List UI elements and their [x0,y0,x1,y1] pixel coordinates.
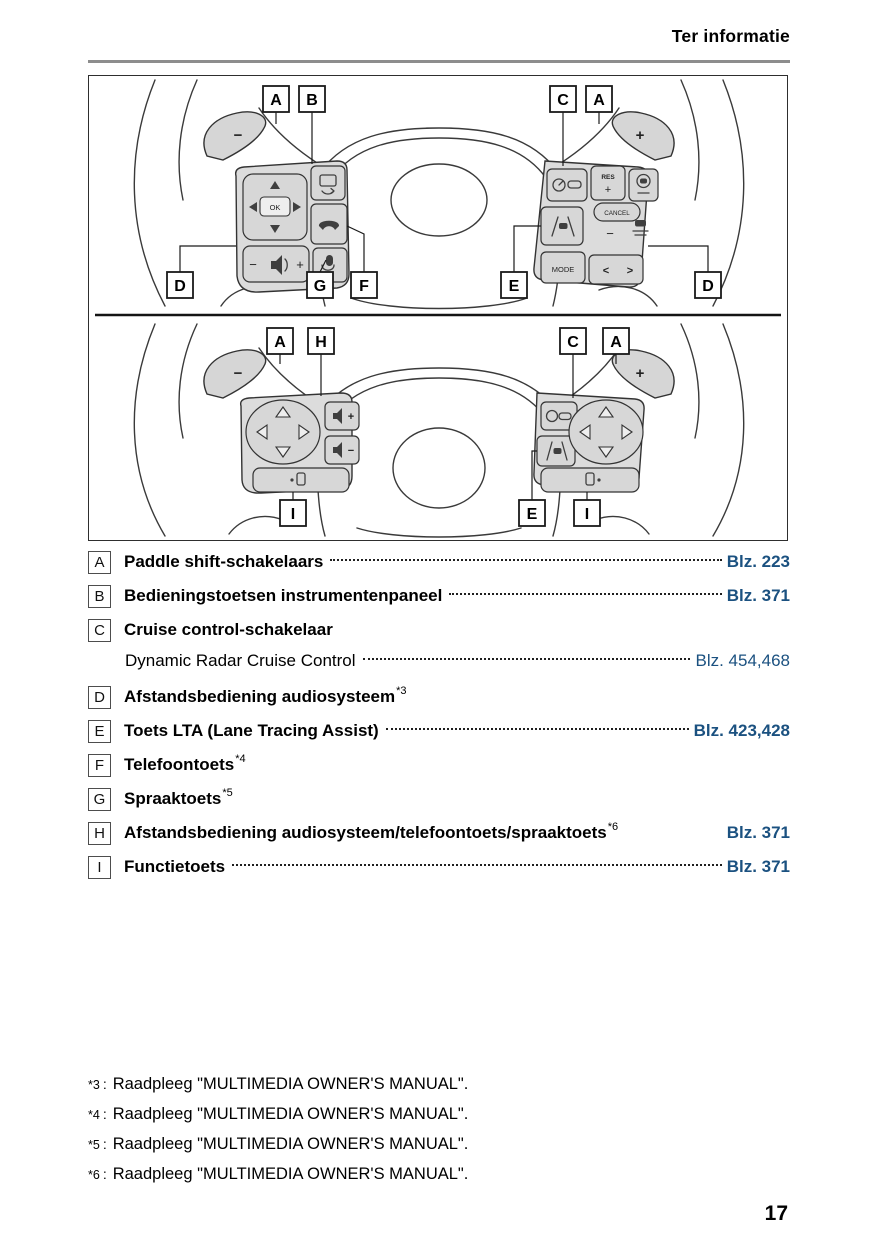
legend-key-g: G [88,788,111,811]
legend-row-i [88,855,790,879]
callout-c: C [557,92,569,109]
legend-label: Functietoets [124,857,226,876]
left-switch-cluster-bottom [241,393,359,493]
footnote-separator: : [102,1076,107,1092]
footnote-6 [88,1165,790,1184]
paddle-shift-right [612,350,674,398]
callout-i-left: I [290,506,296,523]
callout-c: C [567,334,579,351]
callout-g: G [313,278,327,295]
footnote-text: Raadpleeg "MULTIMEDIA OWNER'S MANUAL". [112,1105,469,1123]
dot-leader [330,559,721,561]
paddle-shift-right [612,112,674,160]
steering-wheel-diagram [89,76,787,540]
horn-pad [393,428,485,508]
footnote-5 [88,1135,790,1154]
instrument-panel-button [311,166,345,200]
footnote-marker: *3 [88,1078,100,1092]
page-reference-link[interactable]: Blz. 371 [726,823,790,842]
cancel-label: CANCEL [604,210,630,217]
footnote-text: Raadpleeg "MULTIMEDIA OWNER'S MANUAL". [112,1135,469,1153]
page-reference-link[interactable]: Blz. 454,468 [695,651,790,670]
footnote-marker: *4 [88,1108,100,1122]
legend-label: Toets LTA (Lane Tracing Assist) [124,721,379,740]
footnote-marker: *4 [235,753,246,765]
page-number: 17 [764,1202,788,1225]
page-reference-link[interactable]: Blz. 371 [726,857,790,876]
legend-key-f: F [88,754,111,777]
page-reference-link[interactable]: Blz. 371 [726,586,790,605]
legend-subrow-c [125,649,790,673]
function-button [253,468,349,492]
callout-a2: A [610,334,622,351]
legend-key-b: B [88,585,111,608]
callout-d-right: D [702,278,714,295]
paddle-minus-label: − [233,127,243,144]
legend-key-e: E [88,720,111,743]
footnote-4 [88,1105,790,1124]
footnotes [88,1075,790,1184]
footnote-separator: : [102,1136,107,1152]
legend-list [88,550,790,879]
legend-sub-label: Dynamic Radar Cruise Control [125,651,356,670]
callout-b: B [306,92,318,109]
volume-minus-label: − [249,257,257,272]
speed-limiter-button [629,169,658,201]
dot-leader [386,728,689,730]
horn-pad [391,164,487,236]
volume-minus-label: − [347,445,355,457]
legend-key-a: A [88,551,111,574]
seek-left-label: < [602,265,610,277]
volume-plus-label: + [347,411,355,423]
steering-wheel-top [134,80,743,309]
footnote-marker: *5 [88,1138,100,1152]
legend-label: Afstandsbediening audiosysteem [124,687,396,706]
legend-label: Bedieningstoetsen instrumentenpaneel [124,586,443,605]
res-label: RES [601,174,615,181]
footnote-marker: *3 [396,685,407,697]
legend-label: Spraaktoets [124,789,222,808]
callout-f: F [359,278,369,295]
page-reference-link[interactable]: Blz. 423,428 [693,721,790,740]
right-switch-cluster-top [534,161,658,287]
callout-h: H [315,334,327,351]
seek-right-label: > [626,265,634,277]
steering-wheel-bottom [134,324,743,537]
header-rule [88,60,790,63]
callout-a: A [274,334,286,351]
legend-row-c [88,618,790,642]
page-reference-link[interactable]: Blz. 223 [726,552,790,571]
footnote-separator: : [102,1166,107,1182]
callout-a2: A [593,92,605,109]
mode-label: MODE [551,265,575,274]
footnote-marker: *6 [88,1168,100,1182]
dot-leader [449,593,721,595]
page-header-title: Ter informatie [671,26,790,46]
paddle-shift-left [204,350,266,398]
footnote-text: Raadpleeg "MULTIMEDIA OWNER'S MANUAL". [112,1075,469,1093]
callout-e: E [526,506,538,523]
footnote-text: Raadpleeg "MULTIMEDIA OWNER'S MANUAL". [112,1165,469,1183]
paddle-shift-left [204,112,266,160]
legend-row-b [88,584,790,608]
legend-row-e [88,719,790,743]
page-content [88,0,790,1226]
dot-leader [363,658,691,660]
function-button [541,468,639,492]
set-minus-label: − [606,226,614,241]
right-switch-cluster-bottom [534,393,644,492]
paddle-minus-label: − [233,365,243,382]
legend-row-f [88,753,790,777]
track-seek-button [589,255,643,284]
legend-key-c: C [88,619,111,642]
legend-key-h: H [88,822,111,845]
callout-e: E [508,278,520,295]
footnote-3 [88,1075,790,1094]
callout-i-right: I [584,506,590,523]
legend-row-g [88,787,790,811]
paddle-plus-label: + [635,127,645,144]
callout-a: A [270,92,282,109]
legend-label: Cruise control-schakelaar [124,620,333,639]
legend-row-d [88,685,790,709]
volume-plus-label: + [296,257,304,272]
legend-key-i: I [88,856,111,879]
footnote-separator: : [102,1106,107,1122]
callout-d-left: D [174,278,186,295]
legend-row-h [88,821,790,845]
paddle-plus-label: + [635,365,645,382]
ok-label: OK [269,203,281,212]
footnote-marker: *6 [607,821,619,833]
legend-row-a [88,550,790,574]
legend-label: Paddle shift-schakelaars [124,552,324,571]
legend-key-d: D [88,686,111,709]
footnote-marker: *5 [222,787,233,799]
steering-wheel-diagram-box [88,75,788,541]
legend-label: Afstandsbediening audiosysteem/telefoontoets/spraaktoets [124,823,607,842]
legend-label: Telefoontoets [124,755,235,774]
dot-leader [232,864,722,866]
res-plus-label: + [604,184,612,196]
